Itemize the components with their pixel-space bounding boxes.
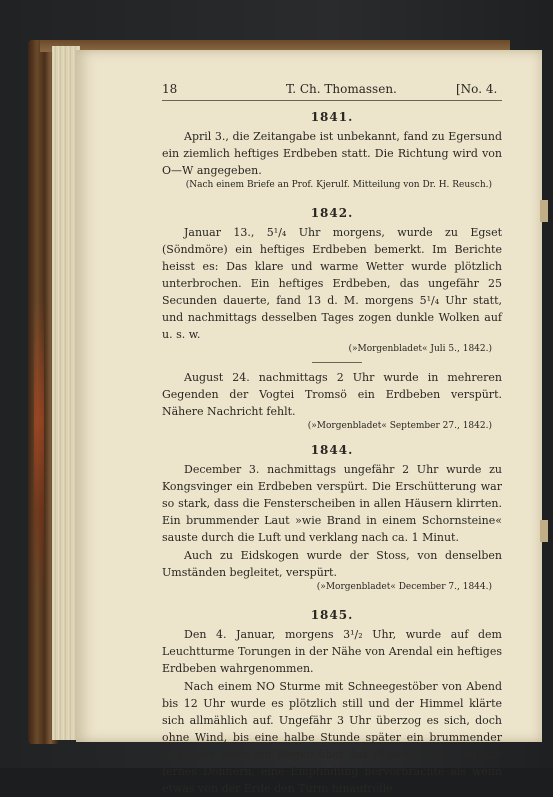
paragraph: Auch zu Eidskogen wurde der Stoss, von denselben Umständen begleitet, verspürt. [162,549,502,579]
year-heading: 1845. [310,608,354,622]
issue-number: [No. 4. [456,82,498,96]
entry-text [162,224,502,343]
entry-text [162,369,502,420]
paragraph: Den 4. Januar, morgens 3¹/₂ Uhr, wurde auf dem Leuchtturme Torungen in der Nähe von Arendal ein heftiges Erdbeben wahrgenommen. [162,628,502,675]
year-heading: 1841. [310,110,354,124]
spine-wear [34,300,44,600]
paragraph: Nach einem NO Sturme mit Schneegestöber von Abend bis 12 Uhr wurde es plötzlich still und der Himmel klärte sich allmählich auf. Ungefähr 3 Uhr überzog es sich, doch ohne Wind, bis eine halbe Stunde später ein brummender Laut, wie wenn ein Wagen über das Pflaster fährt oder wie fernes Donnern, eine Empfindung hervorbrachte als wenn etwas von der Erde den Turm hinaufrolle [162,680,502,795]
year-heading: 1842. [310,206,354,220]
source-citation: (»Morgenbladet« September 27., 1842.) [307,421,492,431]
year-heading: 1844. [310,443,354,457]
entry-text [162,461,502,581]
page-marker [540,520,548,542]
page-content [90,58,500,797]
page-marker [540,200,548,222]
source-citation: (»Morgenbladet« Juli 5., 1842.) [348,344,492,354]
entry-text [162,128,502,179]
source-citation: (»Morgenbladet« December 7., 1844.) [316,582,492,592]
entry-text [162,626,502,797]
separator-rule [312,362,362,363]
running-title: T. Ch. Thomassen. [286,82,397,96]
header-rule [162,100,502,101]
source-citation: (Nach einem Briefe an Prof. Kjerulf. Mitteilung von Dr. H. Reusch.) [185,180,492,190]
paragraph: Januar 13., 5¹/₄ Uhr morgens, wurde zu Egset (Söndmöre) ein heftiges Erdbeben bemerkt. Im Berichte heisst es: Das klare und warme Wetter wurde plötzlich unterbrochen. Ein heftiges Erdbeben, das ungefähr 25 Secunden dauerte, fand 13 d. M. morgens 5¹/₄ Uhr statt, und nachmittags desselben Tages zogen dunkle Wolken auf u. s. w. [162,226,502,341]
paragraph: August 24. nachmittags 2 Uhr wurde in mehreren Gegenden der Vogtei Tromsö ein Erdbeben verspürt. Nähere Nachricht fehlt. [162,371,502,418]
paragraph: April 3., die Zeitangabe ist unbekannt, fand zu Egersund ein ziemlich heftiges Erdbeben statt. Die Richtung wird von O—W angegeben. [162,130,502,177]
paragraph: December 3. nachmittags ungefähr 2 Uhr wurde zu Kongsvinger ein Erdbeben verspürt. Die Erschütterung war so stark, dass die Fensterscheiben in allen Häusern klirrten. Ein brummender Laut »wie Brand in einem Schornsteine« sauste durch die Luft und verklang nach ca. 1 Minut. [162,463,502,544]
running-header [90,82,500,104]
page-number: 18 [162,82,178,96]
